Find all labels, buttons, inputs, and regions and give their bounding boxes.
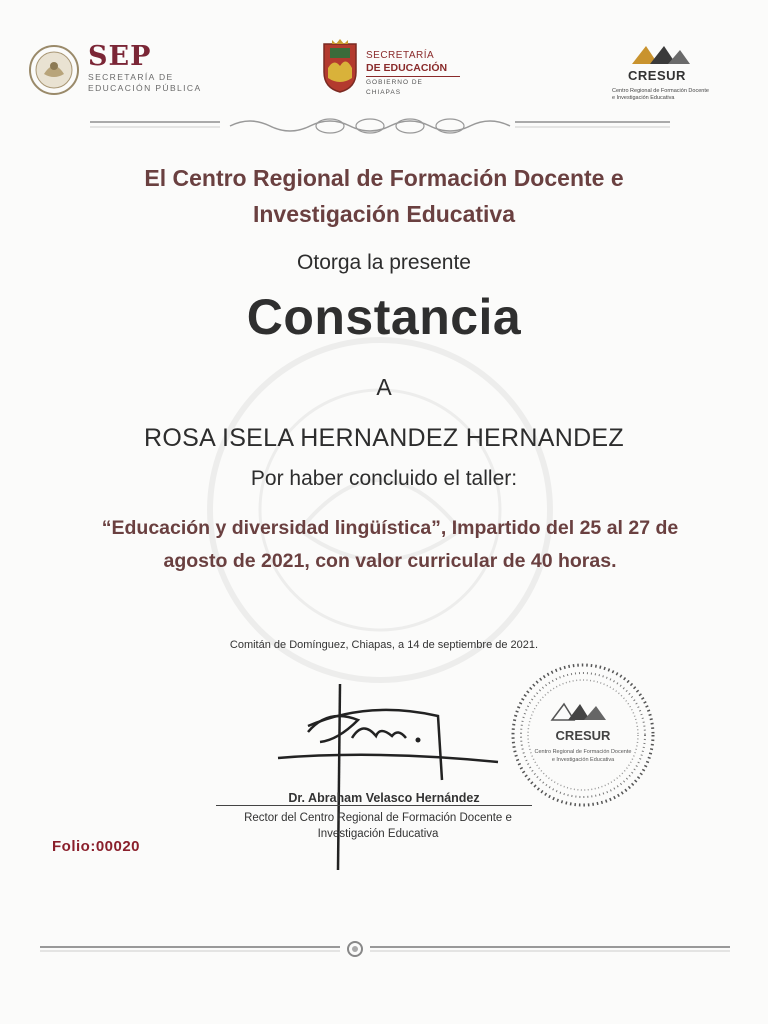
chiapas-line-1: SECRETARÍA xyxy=(366,50,435,61)
folio-number: Folio:00020 xyxy=(52,838,141,855)
chiapas-line-2: DE EDUCACIÓN xyxy=(366,62,448,74)
signer-title-2: Investigación Educativa xyxy=(317,828,439,840)
granted-text: Otorga la presente xyxy=(297,251,471,274)
workshop-details xyxy=(90,512,690,578)
chiapas-shield-icon xyxy=(320,38,360,94)
document-type: Constancia xyxy=(246,289,522,345)
place-date: Comitán de Domínguez, Chiapas, a 14 de septiembre de 2021. xyxy=(229,639,539,651)
signer-title-1: Rector del Centro Regional de Formación Docente e xyxy=(244,812,512,824)
institution-name xyxy=(0,160,768,232)
cresur-name: CRESUR xyxy=(628,68,686,83)
sep-subtitle-2: EDUCACIÓN PÚBLICA xyxy=(88,83,202,93)
stamp-name: CRESUR xyxy=(555,728,611,743)
ornament-divider xyxy=(90,112,670,142)
signature-line xyxy=(216,805,532,806)
stamp-desc-2: e Investigación Educativa xyxy=(551,757,615,763)
cresur-logo xyxy=(608,40,718,120)
cresur-desc-2: e Investigación Educativa xyxy=(612,95,675,101)
chiapas-line-3: GOBIERNO DE CHIAPAS xyxy=(366,76,460,98)
cresur-desc-1: Centro Regional de Formación Docente xyxy=(612,88,709,94)
footer-divider xyxy=(40,938,730,962)
institution-line-1: El Centro Regional de Formación Docente e xyxy=(144,165,624,191)
reason-text: Por haber concluido el taller: xyxy=(250,467,518,490)
signer-name: Dr. Abraham Velasco Hernández xyxy=(288,791,480,805)
signer-title xyxy=(228,810,528,842)
cresur-stamp xyxy=(508,660,658,810)
sep-subtitle-1: SECRETARÍA DE xyxy=(88,72,174,82)
recipient-name: ROSA ISELA HERNANDEZ HERNANDEZ xyxy=(144,424,624,452)
institution-line-2: Investigación Educativa xyxy=(252,201,516,227)
sep-title: SEP xyxy=(88,41,152,72)
to-label: A xyxy=(376,374,392,400)
mexico-seal-icon xyxy=(28,44,80,96)
workshop-line-2: agosto de 2021, con valor curricular de 40 horas. xyxy=(163,550,617,572)
stamp-desc-1: Centro Regional de Formación Docente xyxy=(534,749,632,755)
workshop-line-1: “Educación y diversidad lingüística”, Impartido del 25 al 27 de xyxy=(101,517,679,539)
chiapas-education-logo xyxy=(320,38,460,98)
cresur-mark-icon xyxy=(628,40,692,70)
sep-logo xyxy=(28,42,208,102)
